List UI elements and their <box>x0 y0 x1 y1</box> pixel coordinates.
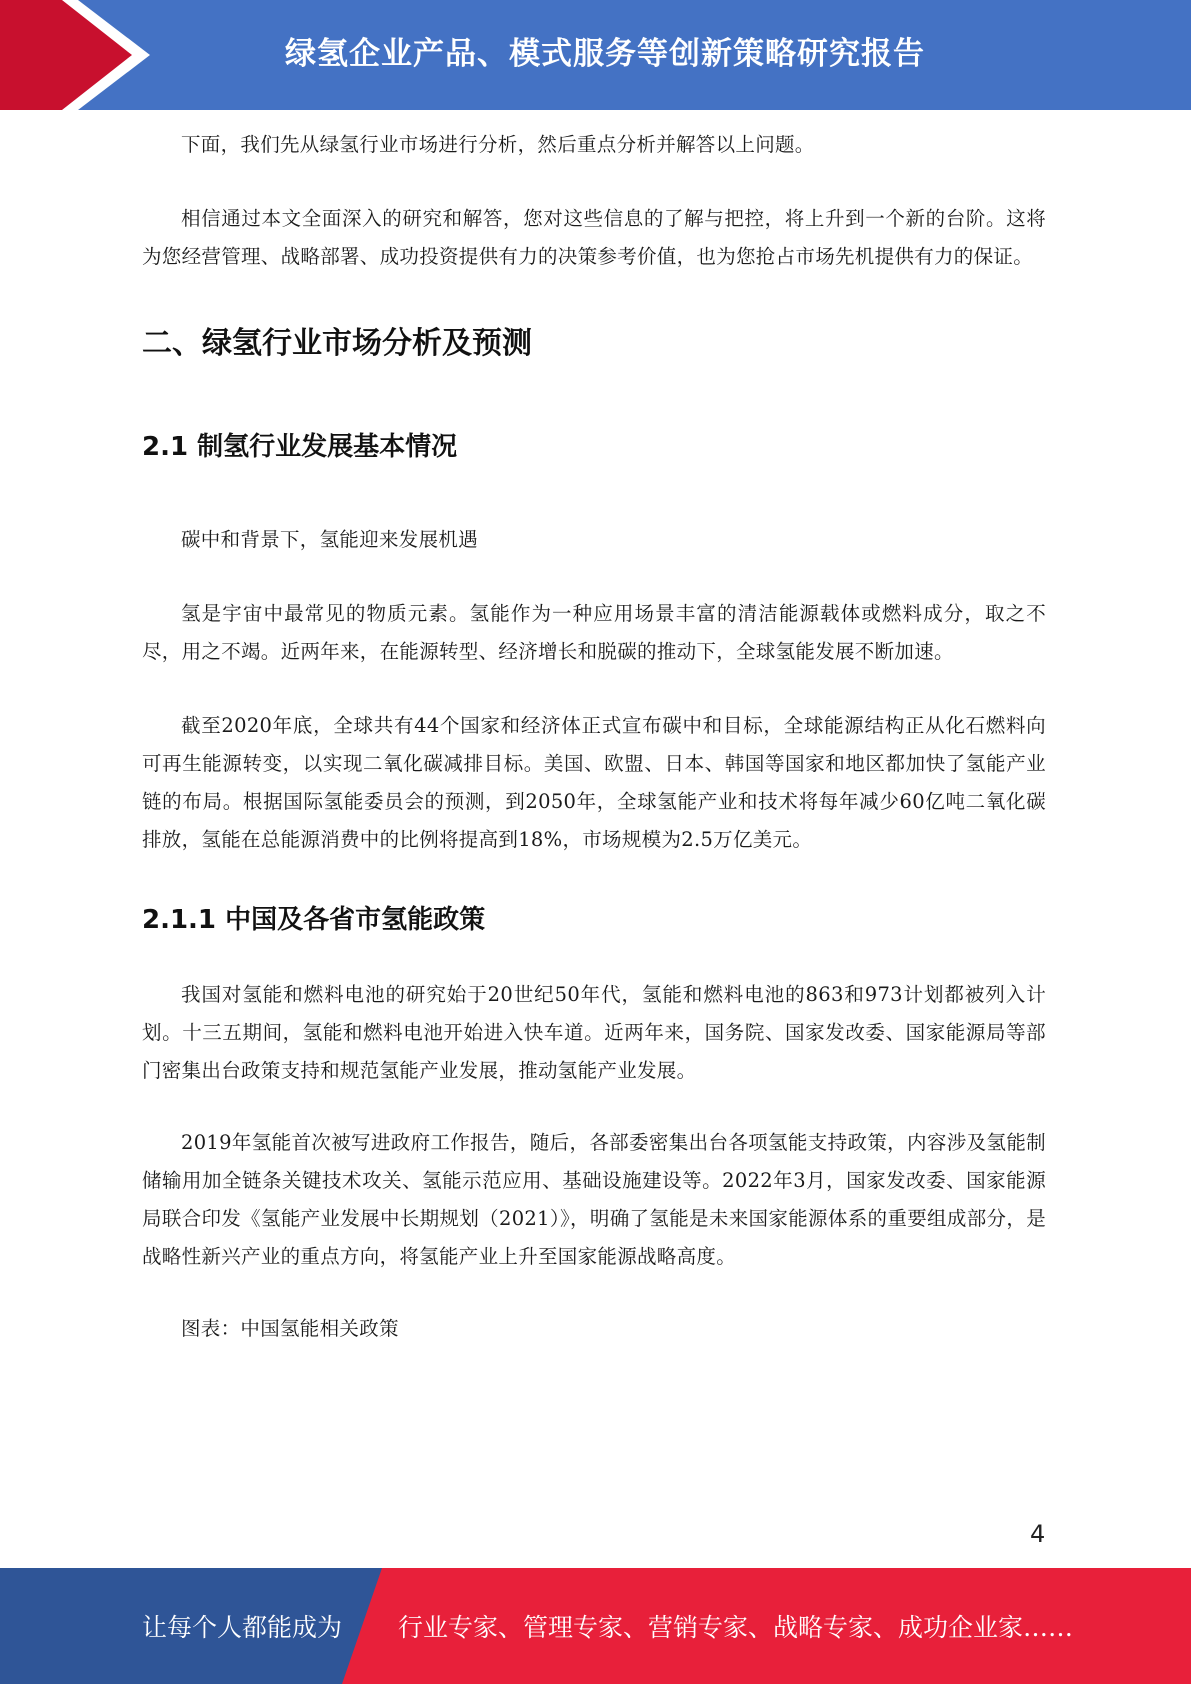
intro-paragraph-1: 下面，我们先从绿氢行业市场进行分析，然后重点分析并解答以上问题。 <box>181 133 815 156</box>
hydrogen-paragraph: 氢是宇宙中最常见的物质元素。氢能作为一种应用场景丰富的清洁能源载体或燃料成分，取之不尽，用之不竭。近两年来，在能源转型、经济增长和脱碳的推动下，全球氢能发展不断加速。 <box>142 602 1046 663</box>
carbon-neutral-paragraph: 截至2020年底，全球共有44个国家和经济体正式宣布碳中和目标，全球能源结构正从化石燃料向可再生能源转变，以实现二氧化碳减排目标。美国、欧盟、日本、韩国等国家和地区都加快了氢能产业链的布局。根据国际氢能委员会的预测，到2050年，全球氢能产业和技术将每年减少60亿吨二氧化碳排放，氢能在总能源消费中的比例将提高到18%，市场规模为2.5万亿美元。 <box>142 714 1046 851</box>
footer-slogan-right: 行业专家、管理专家、营销专家、战略专家、成功企业家…… <box>398 1613 1074 1642</box>
section-2-1-1-heading: 2.1.1 中国及各省市氢能政策 <box>142 905 486 935</box>
footer-slogan-left: 让每个人都能成为 <box>142 1613 343 1642</box>
background-paragraph: 碳中和背景下，氢能迎来发展机遇 <box>181 528 479 551</box>
page-footer <box>0 1568 1191 1684</box>
policy-2019-paragraph: 2019年氢能首次被写进政府工作报告，随后，各部委密集出台各项氢能支持政策，内容涉及氢能制储输用加全链条关键技术攻关、氢能示范应用、基础设施建设等。2022年3月，国家发改委、国家能源局联合印发《氢能产业发展中长期规划（2021）》，明确了氢能是未来国家能源体系的重要组成部分，是战略性新兴产业的重点方向，将氢能产业上升至国家能源战略高度。 <box>142 1131 1046 1268</box>
document-body <box>142 126 1046 1348</box>
report-title: 绿氢企业产品、模式服务等创新策略研究报告 <box>285 36 925 72</box>
page-number: 4 <box>1030 1520 1046 1548</box>
research-history-paragraph: 我国对氢能和燃料电池的研究始于20世纪50年代，氢能和燃料电池的863和973计划都被列入计划。十三五期间，氢能和燃料电池开始进入快车道。近两年来，国务院、国家发改委、国家能源局等部门密集出台政策支持和规范氢能产业发展，推动氢能产业发展。 <box>142 983 1046 1082</box>
figure-caption: 图表：中国氢能相关政策 <box>181 1317 399 1340</box>
page-header <box>0 0 1191 110</box>
section-2-heading: 二、绿氢行业市场分析及预测 <box>142 326 532 361</box>
intro-paragraph-2: 相信通过本文全面深入的研究和解答，您对这些信息的了解与把控，将上升到一个新的台阶。这将为您经营管理、战略部署、成功投资提供有力的决策参考价值，也为您抢占市场先机提供有力的保证。 <box>142 207 1046 268</box>
section-2-1-heading: 2.1 制氢行业发展基本情况 <box>142 432 458 462</box>
